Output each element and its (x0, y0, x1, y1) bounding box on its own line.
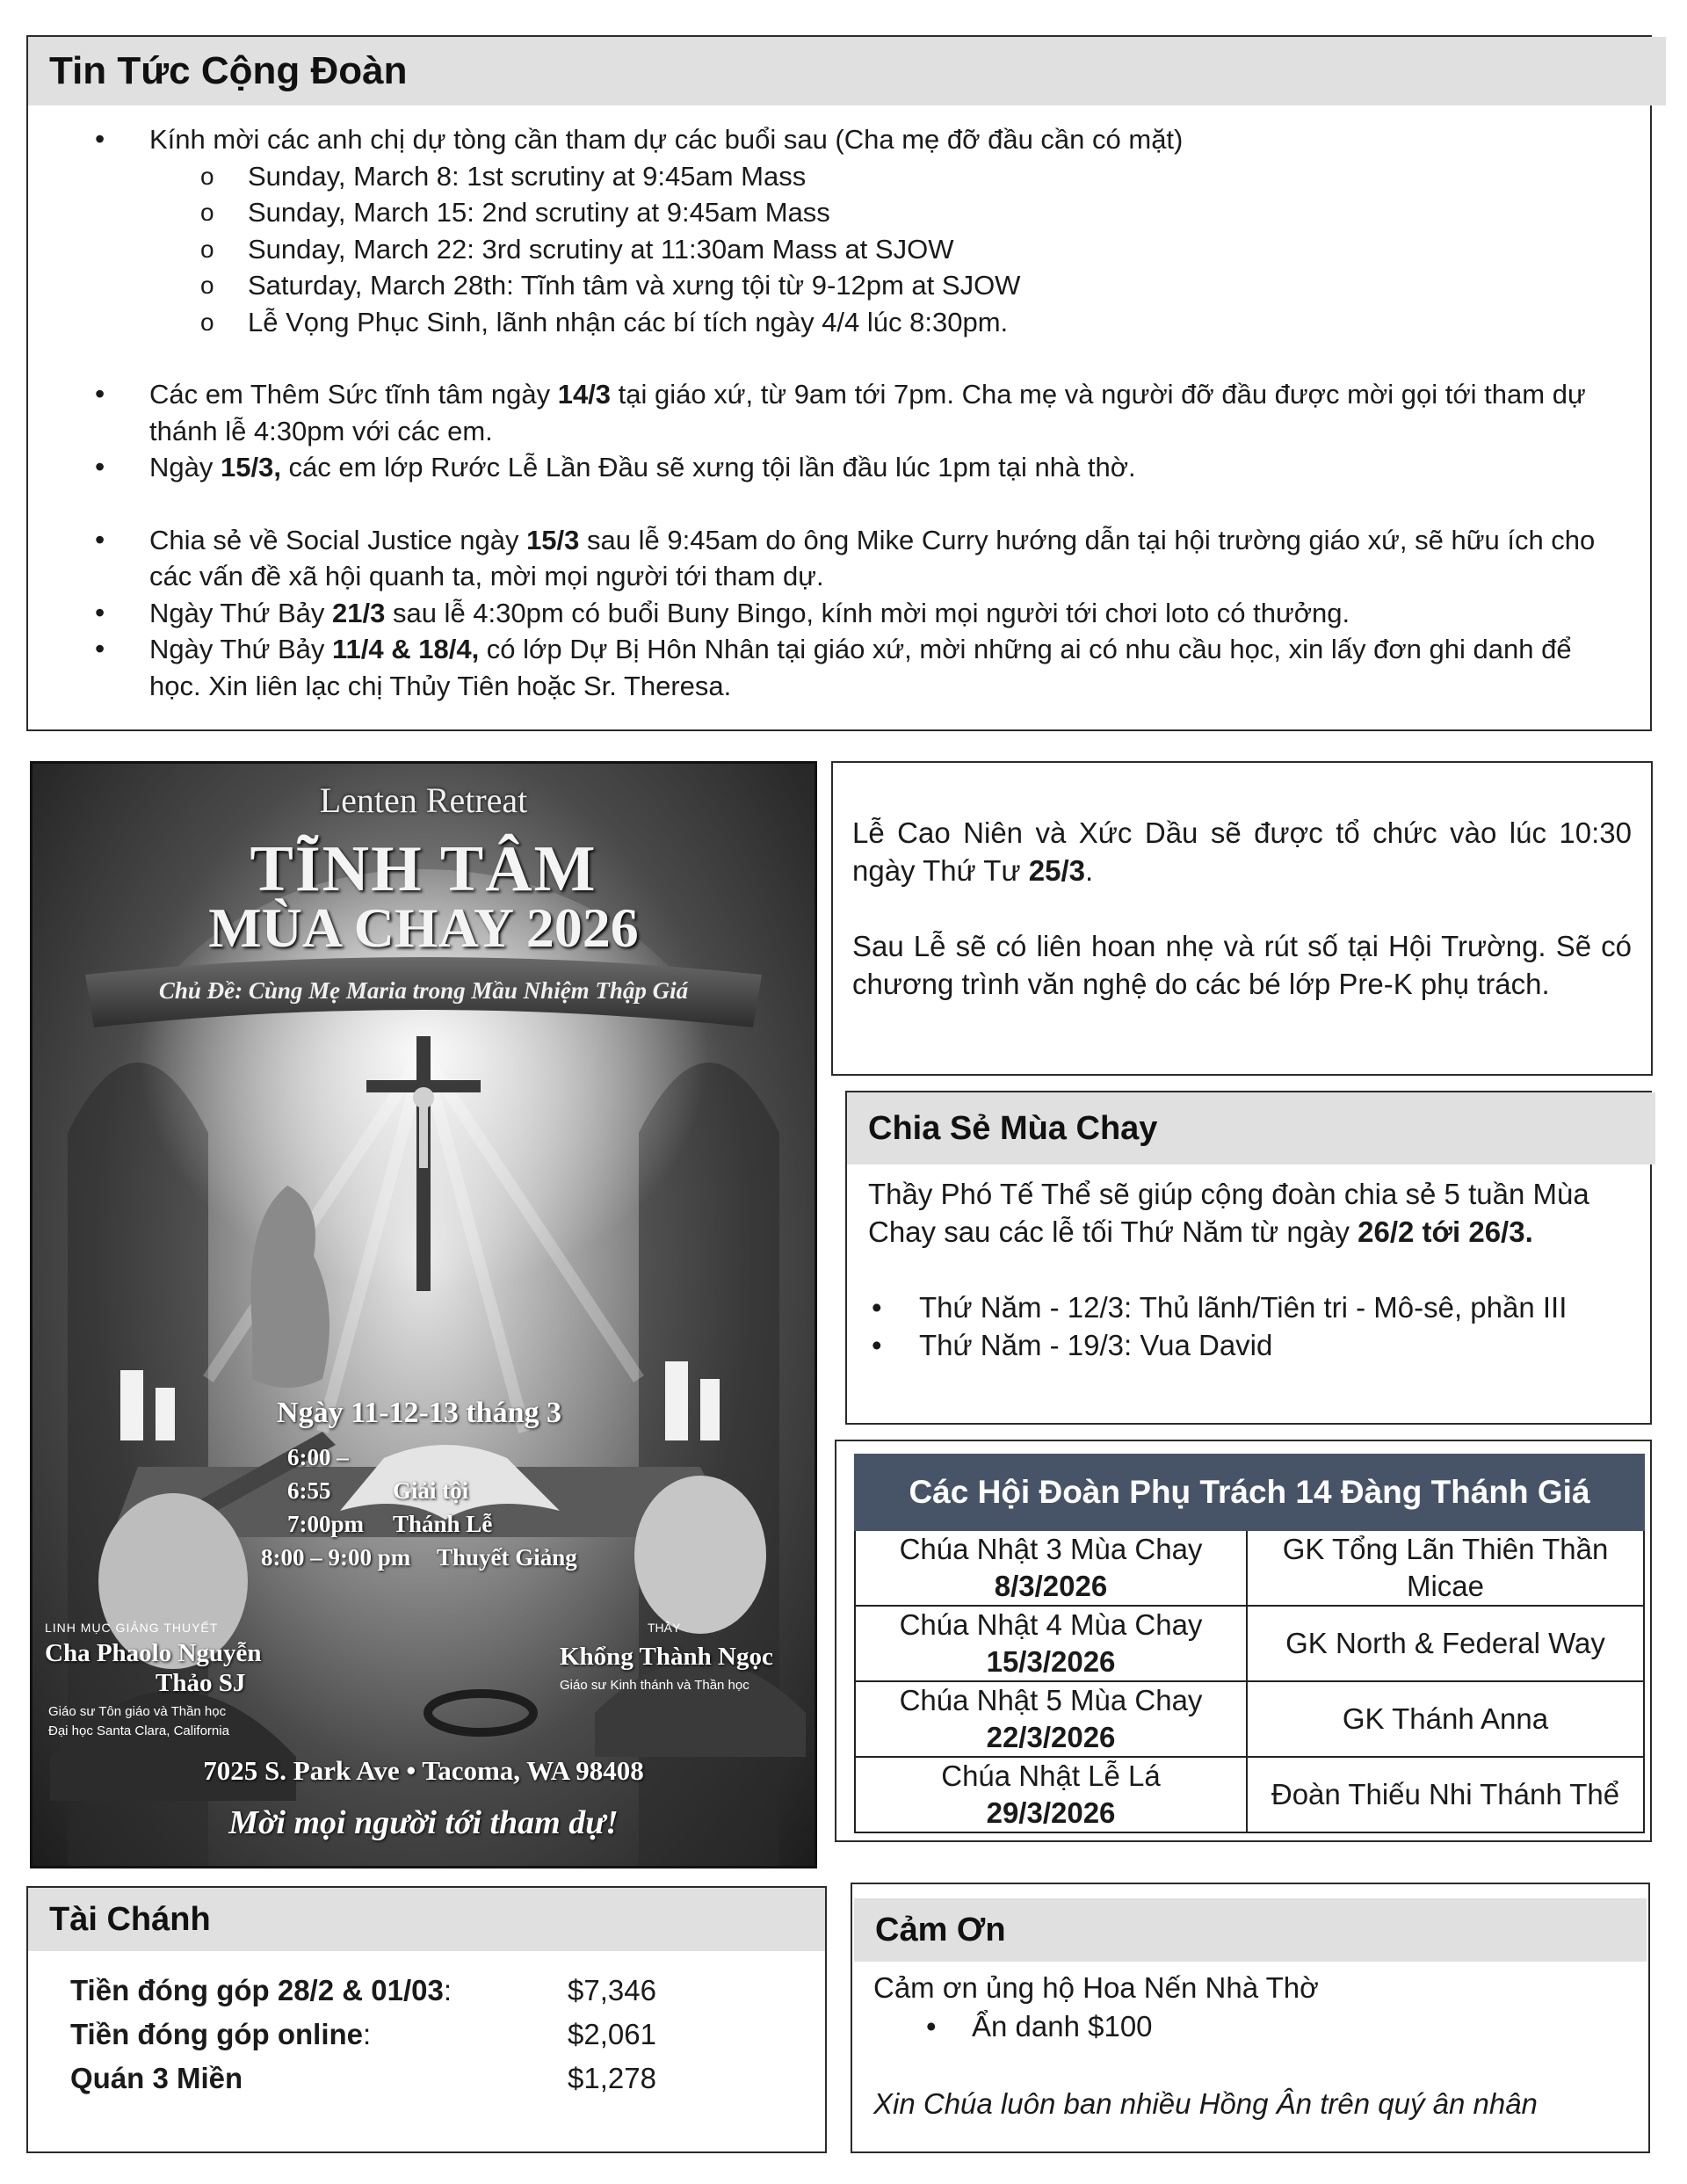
lenten-sharing-body (847, 1165, 1650, 1364)
date-bold: 25/3 (1028, 854, 1085, 887)
text: Lễ Cao Niên và Xức Dầu sẽ được tổ chức vào lúc 10:30 ngày Thứ Tư (852, 816, 1632, 887)
sunday-date: 22/3/2026 (986, 1721, 1116, 1753)
finance-rows (70, 1969, 656, 2101)
text: Quán 3 Miền (70, 2062, 243, 2094)
thanks-title: Cảm Ơn (854, 1898, 1647, 1962)
list-item: o Sunday, March 22: 3rd scrutiny at 11:30am Mass at SJOW (28, 231, 1610, 268)
finance-section (26, 1886, 827, 2153)
text: Tiền đóng góp online (70, 2018, 364, 2050)
news-list (28, 121, 1610, 704)
text: các em lớp Rước Lễ Lần Đầu sẽ xưng tội lần đầu lúc 1pm tại nhà thờ. (280, 452, 1136, 483)
table-row (855, 1606, 1644, 1681)
schedule-label: Giải tội (393, 1477, 469, 1504)
list-item: o Lễ Vọng Phục Sinh, lãnh nhận các bí tích ngày 4/4 lúc 8:30pm. (28, 304, 1610, 341)
table-cell-group: GK Tổng Lãn Thiên Thần Micae (1247, 1530, 1644, 1606)
list-item (28, 522, 1610, 595)
text: Thầy Phó Tế Thể sẽ giúp cộng đoàn chia sẻ 5 tuần Mùa Chay sau các lễ tối Thứ Năm từ ngày (868, 1178, 1589, 1248)
list-item (28, 376, 1610, 449)
thanks-list (873, 2007, 1627, 2046)
text: có lớp Dự Bị Hôn Nhân tại giáo xứ, mời những ai có nhu cầu học, xin lấy đơn ghi danh để học. Xin liên lạc chị Thủy Tiên hoặc Sr. Theresa. (149, 634, 1572, 701)
finance-label (70, 2057, 568, 2101)
text: Ngày Thứ Bảy (149, 597, 332, 628)
sunday-label: Chúa Nhật 5 Mùa Chay (899, 1684, 1203, 1716)
schedule-time: 8:00 – 9:00 pm (261, 1544, 411, 1571)
stations-table-title: Các Hội Đoàn Phụ Trách 14 Đàng Thánh Giá (855, 1455, 1644, 1530)
anointing-text (852, 814, 1632, 889)
list-item: o Sunday, March 8: 1st scrutiny at 9:45am Mass (28, 158, 1610, 195)
date-bold: 26/2 tới 26/3. (1358, 1215, 1533, 1248)
table-cell-sunday (855, 1757, 1247, 1832)
text: Ngày Thứ Bảy (149, 634, 332, 664)
list-item (28, 631, 1610, 704)
poster-top-line: Lenten Retreat (319, 780, 528, 820)
poster-title-2: MÙA CHAY 2026 (208, 896, 639, 959)
schedule-label: Thuyết Giảng (437, 1544, 577, 1571)
lenten-sharing-list (868, 1288, 1631, 1364)
table-cell-group: Đoàn Thiếu Nhi Thánh Thể (1247, 1757, 1644, 1832)
scrutiny-list (149, 158, 1610, 341)
text: . (1084, 854, 1094, 887)
text: tại giáo xứ, từ 9am tới 7pm. Cha mẹ và người đỡ đầu được mời gọi tới tham dự thánh lễ 4:30pm với các em. (149, 379, 1586, 446)
table-row (855, 1530, 1644, 1606)
schedule-label: Thánh Lễ (393, 1511, 493, 1537)
text: Ngày (149, 452, 221, 483)
finance-row (70, 2013, 656, 2057)
finance-amount: $2,061 (568, 2018, 656, 2050)
news-section (26, 35, 1652, 731)
stations-table (854, 1454, 1645, 1833)
date-bold: 15/3 (526, 524, 580, 555)
list-item (28, 595, 1610, 632)
poster-address: 7025 S. Park Ave • Tacoma, WA 98408 (203, 1755, 644, 1786)
text: Chia sẻ về Social Justice ngày (149, 524, 527, 555)
list-item: • Ẩn danh $100 (873, 2007, 1627, 2046)
finance-label (70, 2013, 568, 2057)
poster-theme: Chủ Đề: Cùng Mẹ Maria trong Mầu Nhiệm Thập Giá (158, 977, 689, 1004)
date-bold: 11/4 & 18/4, (332, 634, 480, 664)
list-item (28, 121, 1610, 340)
text: : (363, 2018, 372, 2050)
poster-schedule (261, 1440, 612, 1574)
text: : (443, 1974, 452, 2006)
date-bold: 21/3 (332, 597, 386, 628)
sunday-date: 29/3/2026 (986, 1796, 1116, 1829)
text: Các em Thêm Sức tĩnh tâm ngày (149, 379, 558, 410)
sunday-date: 8/3/2026 (994, 1570, 1108, 1602)
schedule-row (261, 1440, 612, 1507)
list-item: • Thứ Năm - 19/3: Vua David (868, 1326, 1631, 1364)
schedule-time: 7:00pm (287, 1511, 364, 1537)
table-row (855, 1757, 1644, 1832)
sunday-label: Chúa Nhật 4 Mùa Chay (899, 1608, 1203, 1641)
thanks-body (852, 1962, 1648, 2123)
table-row (855, 1681, 1644, 1757)
date-bold: 15/3, (220, 452, 281, 483)
poster-invite: Mời mọi người tới tham dự! (228, 1804, 619, 1841)
list-item (28, 449, 1610, 486)
lenten-sharing-title: Chia Sẻ Mùa Chay (847, 1092, 1655, 1165)
sunday-label: Chúa Nhật 3 Mùa Chay (899, 1533, 1203, 1565)
lenten-sharing-text (868, 1175, 1631, 1251)
list-item: o Saturday, March 28th: Tĩnh tâm và xưng tội từ 9-12pm at SJOW (28, 267, 1610, 304)
news-intro: Kính mời các anh chị dự tòng cần tham dự các buổi sau (Cha mẹ đỡ đầu cần có mặt) (149, 124, 1184, 155)
text: Tiền đóng góp 28/2 & 01/03 (70, 1974, 444, 2006)
table-cell-group: GK North & Federal Way (1247, 1606, 1644, 1681)
left-speaker-title-2: Đại học Santa Clara, California (48, 1723, 229, 1738)
list-item: o Sunday, March 15: 2nd scrutiny at 9:45am Mass (28, 194, 1610, 231)
left-speaker-name-2: Thảo SJ (156, 1669, 246, 1697)
right-speaker-role: THẦY (648, 1621, 681, 1635)
left-speaker-name-1: Cha Phaolo Nguyễn (45, 1639, 262, 1667)
finance-label (70, 1969, 568, 2013)
thanks-section (851, 1883, 1650, 2153)
right-speaker-title: Giáo sư Kinh thánh và Thần học (560, 1678, 749, 1693)
poster-text (33, 764, 815, 1866)
thanks-blessing: Xin Chúa luôn ban nhiều Hồng Ân trên quý ân nhân (873, 2087, 1538, 2120)
anointing-notice (831, 761, 1653, 1076)
finance-amount: $7,346 (568, 1974, 656, 2006)
retreat-poster (30, 761, 817, 1868)
news-title: Tin Tức Cộng Đoàn (28, 37, 1666, 105)
table-cell-sunday (855, 1681, 1247, 1757)
left-speaker-title-1: Giáo sư Tôn giáo và Thần học (48, 1704, 227, 1719)
text: sau lễ 9:45am do ông Mike Curry hướng dẫn tại hội trường giáo xứ, sẽ hữu ích cho các vấn đề xã hội quanh ta, mời mọi người tới tham dự. (149, 524, 1596, 591)
stations-of-cross-section (835, 1440, 1652, 1842)
thanks-intro: Cảm ơn ủng hộ Hoa Nến Nhà Thờ (873, 1971, 1319, 2004)
finance-row (70, 2057, 656, 2101)
date-bold: 14/3 (557, 379, 612, 410)
table-cell-group: GK Thánh Anna (1247, 1681, 1644, 1757)
anointing-followup: Sau Lễ sẽ có liên hoan nhẹ và rút số tại Hội Trường. Sẽ có chương trình văn nghệ do các bé lớp Pre-K phụ trách. (852, 930, 1632, 1000)
finance-row (70, 1969, 656, 2013)
spacer (28, 340, 1610, 376)
table-cell-sunday (855, 1606, 1247, 1681)
schedule-time: 6:00 – 6:55 (287, 1444, 349, 1504)
sunday-label: Chúa Nhật Lễ Lá (941, 1760, 1161, 1792)
finance-title: Tài Chánh (28, 1888, 825, 1951)
schedule-row (261, 1541, 612, 1574)
list-item: • Thứ Năm - 12/3: Thủ lãnh/Tiên tri - Mô-sê, phần III (868, 1288, 1631, 1326)
finance-amount: $1,278 (568, 2062, 656, 2094)
schedule-row (261, 1507, 612, 1541)
text: sau lễ 4:30pm có buổi Buny Bingo, kính mời mọi người tới chơi loto có thưởng. (385, 597, 1350, 628)
poster-title-1: TĨNH TÂM (250, 833, 597, 905)
poster-dates: Ngày 11-12-13 tháng 3 (277, 1397, 561, 1429)
left-speaker-role: LINH MỤC GIẢNG THUYẾT (45, 1621, 219, 1635)
right-speaker-name: Khổng Thành Ngọc (560, 1643, 773, 1671)
sunday-date: 15/3/2026 (986, 1645, 1116, 1678)
lenten-sharing-section (845, 1091, 1652, 1425)
table-cell-sunday (855, 1530, 1247, 1606)
spacer (28, 486, 1610, 522)
